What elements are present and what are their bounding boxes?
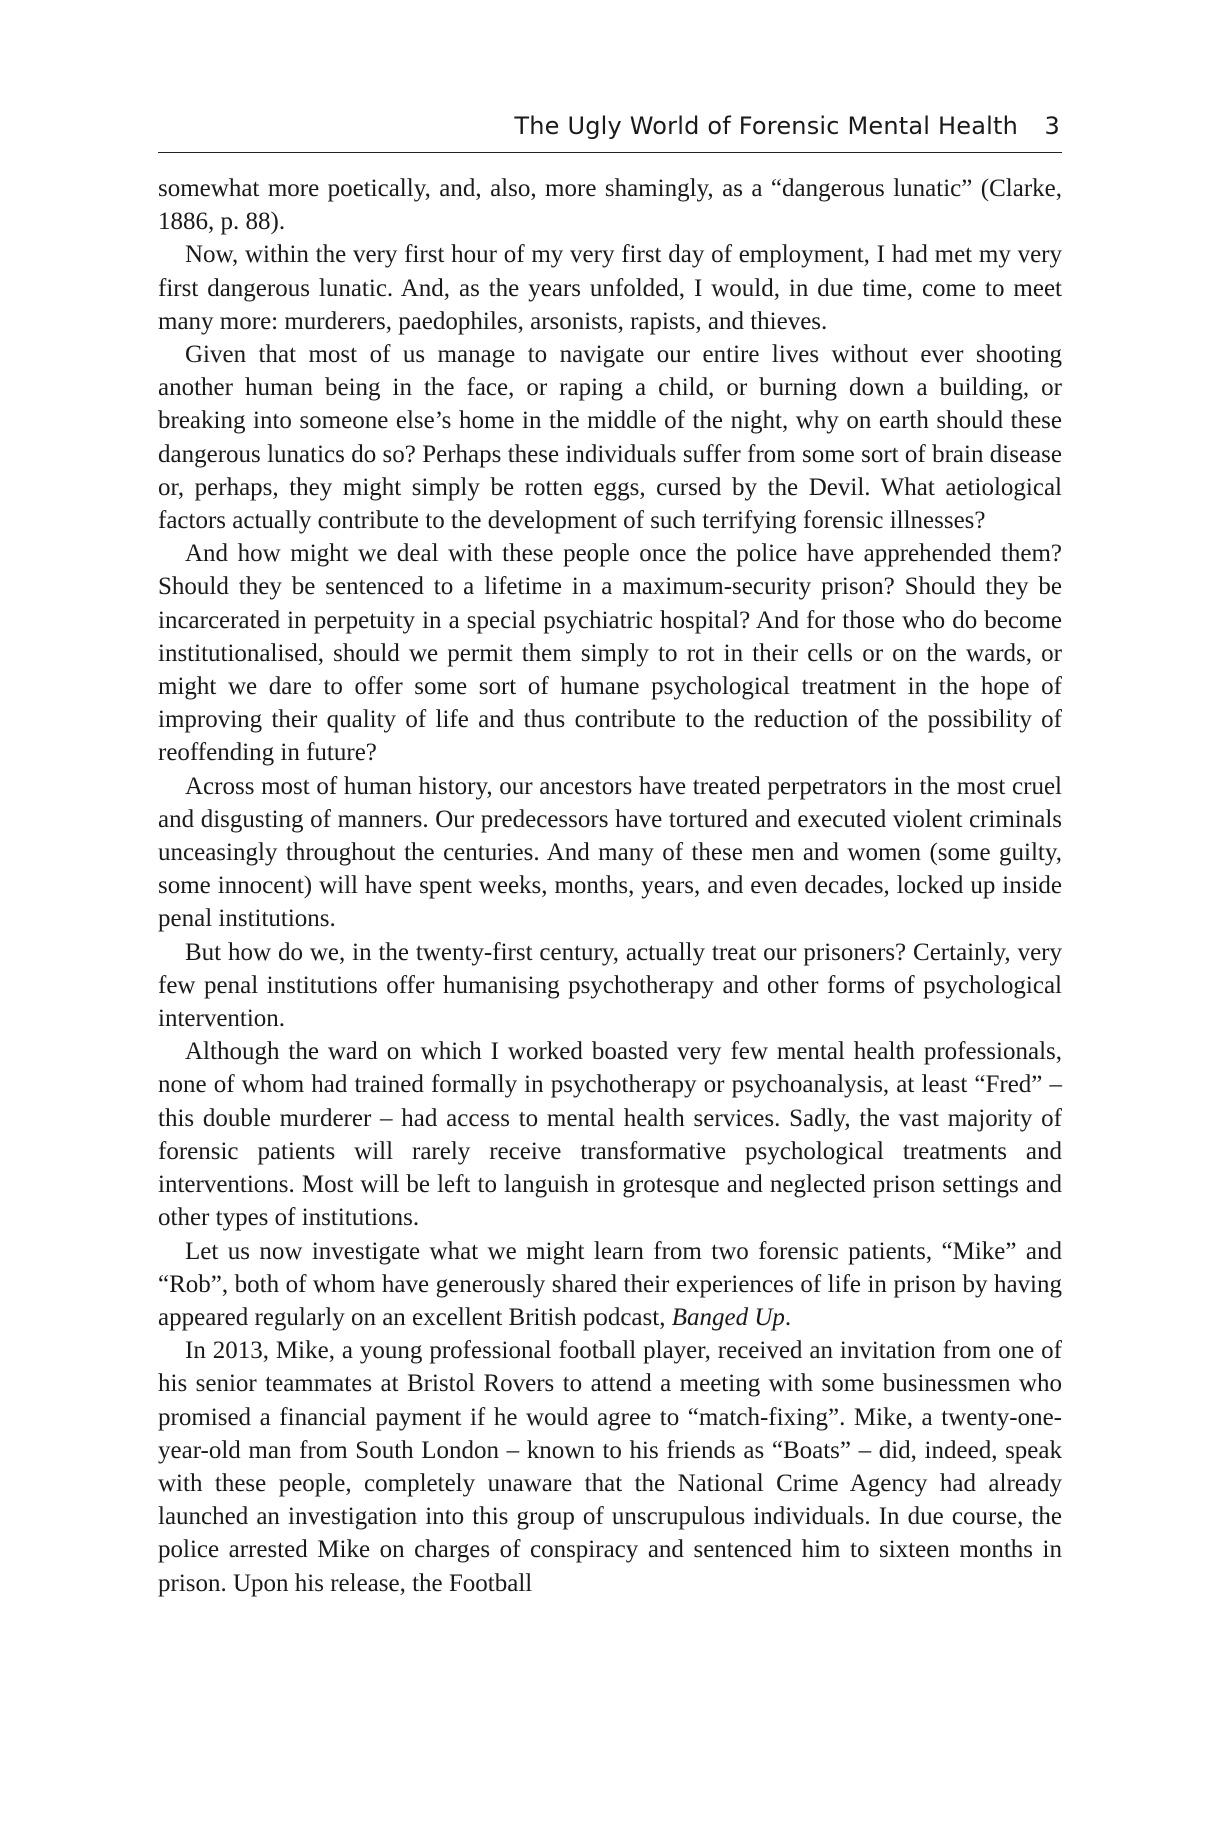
paragraph: Given that most of us manage to navigate our entire lives without ever shooting another human being in the face, or raping a child, or burning down a building, or breaking into someone else’s home in the middle of the night, why on earth should these dangerous lunatics do so? Perhaps these individuals suffer from some sort of brain disease or, perhaps, they might simply be rotten eggs, cursed by the Devil. What aetiological factors actually contribute to the development of such terrifying forensic illnesses? [158,341,1062,535]
paragraph-text: Let us now investigate what we might learn from two forensic patients, “Mike” and “Rob”, both of whom have generously shared their experiences of life in prison by having appeared regularly on an excellent British podcast, [158,1237,1062,1331]
running-head-title: The Ugly World of Forensic Mental Health [514,112,1018,140]
body-text [158,172,1062,1600]
paragraph: But how do we, in the twenty-first century, actually treat our prisoners? Certainly, very few penal institutions offer humanising psychotherapy and other forms of psychological intervention. [158,938,1062,1033]
podcast-title: Banged Up [671,1303,785,1331]
paragraph: Although the ward on which I worked boasted very few mental health professionals, none of whom had trained formally in psychotherapy or psychoanalysis, at least “Fred” – this double murderer – had access to mental health services. Sadly, the vast majority of forensic patients will rarely receive transformative psychological treatments and interventions. Most will be left to languish in grotesque and neglected prison settings and other types of institutions. [158,1038,1062,1232]
paragraph: Now, within the very first hour of my very first day of employment, I had met my very first dangerous lunatic. And, as the years unfolded, I would, in due time, come to meet many more: murderers, paedophiles, arsonists, rapists, and thieves. [158,241,1062,335]
paragraph: In 2013, Mike, a young professional football player, received an invitation from one of his senior teammates at Bristol Rovers to attend a meeting with some businessmen who promised a financial payment if he would agree to “match-fixing”. Mike, a twenty-one-year-old man from South London – known to his friends as “Boats” – did, indeed, speak with these people, completely unaware that the National Crime Agency had already launched an investigation into this group of unscrupulous individuals. In due course, the police arrested Mike on charges of conspiracy and sentenced him to sixteen months in prison. Upon his release, the Football [158,1337,1062,1597]
paragraph-podcast [158,1235,1062,1335]
page-number: 3 [1044,112,1060,140]
paragraph: Across most of human history, our ancestors have treated perpetrators in the most cruel and disgusting of manners. Our predecessors have tortured and executed violent criminals unceasingly throughout the centuries. And many of these men and women (some guilty, some innocent) will have spent weeks, months, years, and even decades, locked up inside penal institutions. [158,772,1062,933]
paragraph-text-end: . [784,1303,792,1331]
running-head [158,110,1062,153]
paragraph-continued: somewhat more poetically, and, also, more shamingly, as a “dangerous lunatic” (Clarke, 1886, p. 88). [158,175,1062,236]
paragraph: And how might we deal with these people once the police have apprehended them? Should they be sentenced to a lifetime in a maximum-security prison? Should they be incarcerated in perpetuity in a special psychiatric hospital? And for those who do become institutionalised, should we permit them simply to rot in their cells or on the wards, or might we dare to offer some sort of humane psychological treatment in the hope of improving their quality of life and thus contribute to the reduction of the possibility of reoffending in future? [158,540,1062,767]
